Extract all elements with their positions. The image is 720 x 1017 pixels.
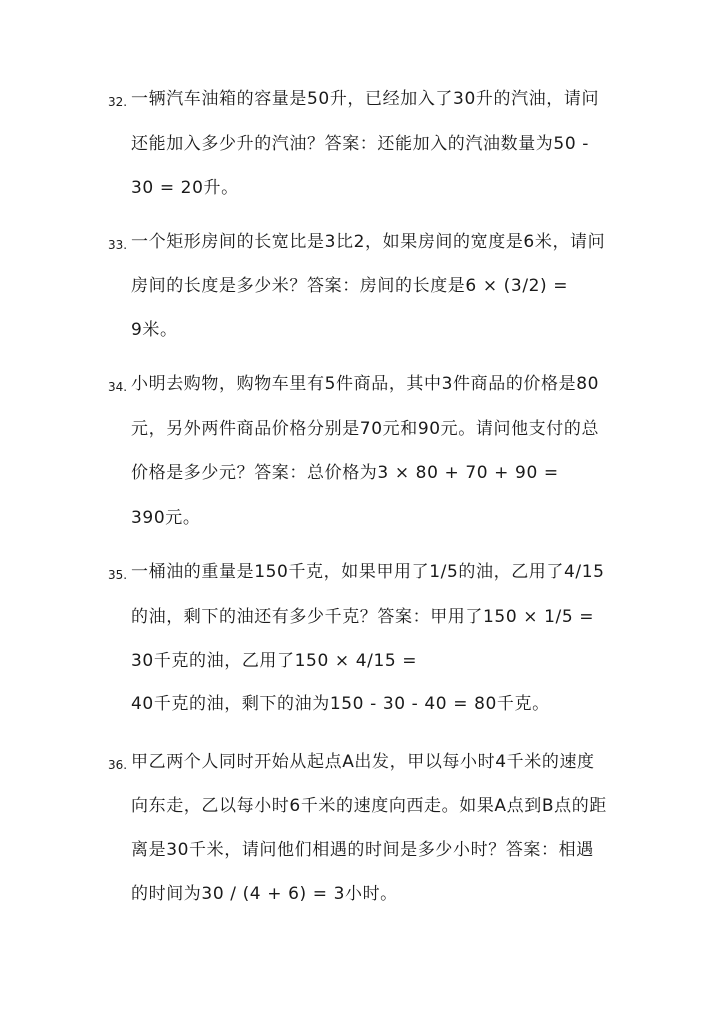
problem-text-line: 一辆汽车油箱的容量是50升，已经加入了30升的汽油，请问	[131, 89, 600, 109]
problem-text-line: 的时间为30 / (4 + 6) = 3小时。	[131, 884, 398, 904]
problem-text-line: 30 = 20升。	[131, 178, 239, 198]
problem-text-line: 还能加入多少升的汽油？答案：还能加入的汽油数量为50 -	[131, 134, 589, 154]
problem-text-line: 小明去购物，购物车里有5件商品，其中3件商品的价格是80	[131, 374, 600, 394]
problem-text-line: 离是30千米，请问他们相遇的时间是多少小时？答案：相遇	[131, 840, 594, 860]
problem-text-line: 40千克的油，剩下的油为150 - 30 - 40 = 80千克。	[131, 694, 550, 714]
problem-text-line: 的油，剩下的油还有多少千克？答案：甲用了150 × 1/5 =	[131, 607, 595, 627]
problem-text-line: 向东走，乙以每小时6千米的速度向西走。如果A点到B点的距	[131, 796, 607, 816]
problem-number: 35.	[108, 568, 128, 582]
problem-text-line: 一个矩形房间的长宽比是3比2，如果房间的宽度是6米，请问	[131, 232, 606, 252]
problem-text-line: 价格是多少元？答案：总价格为3 × 80 + 70 + 90 =	[131, 463, 559, 483]
problem-text-line: 元，另外两件商品价格分别是70元和90元。请问他支付的总	[131, 419, 600, 439]
problem-text-line: 30千克的油，乙用了150 × 4/15 =	[131, 651, 418, 671]
problem-text-line: 一桶油的重量是150千克，如果甲用了1/5的油，乙用了4/15	[131, 562, 605, 582]
problem-number: 36.	[108, 758, 128, 772]
problem-number: 32.	[108, 95, 128, 109]
problem-text-line: 9米。	[131, 320, 178, 340]
problem-text-line: 甲乙两个人同时开始从起点A出发，甲以每小时4千米的速度	[131, 752, 595, 772]
problem-text-line: 390元。	[131, 508, 201, 528]
problem-number: 33.	[108, 238, 128, 252]
problem-number: 34.	[108, 380, 128, 394]
problem-text-line: 房间的长度是多少米？答案：房间的长度是6 × (3/2) =	[131, 276, 569, 296]
